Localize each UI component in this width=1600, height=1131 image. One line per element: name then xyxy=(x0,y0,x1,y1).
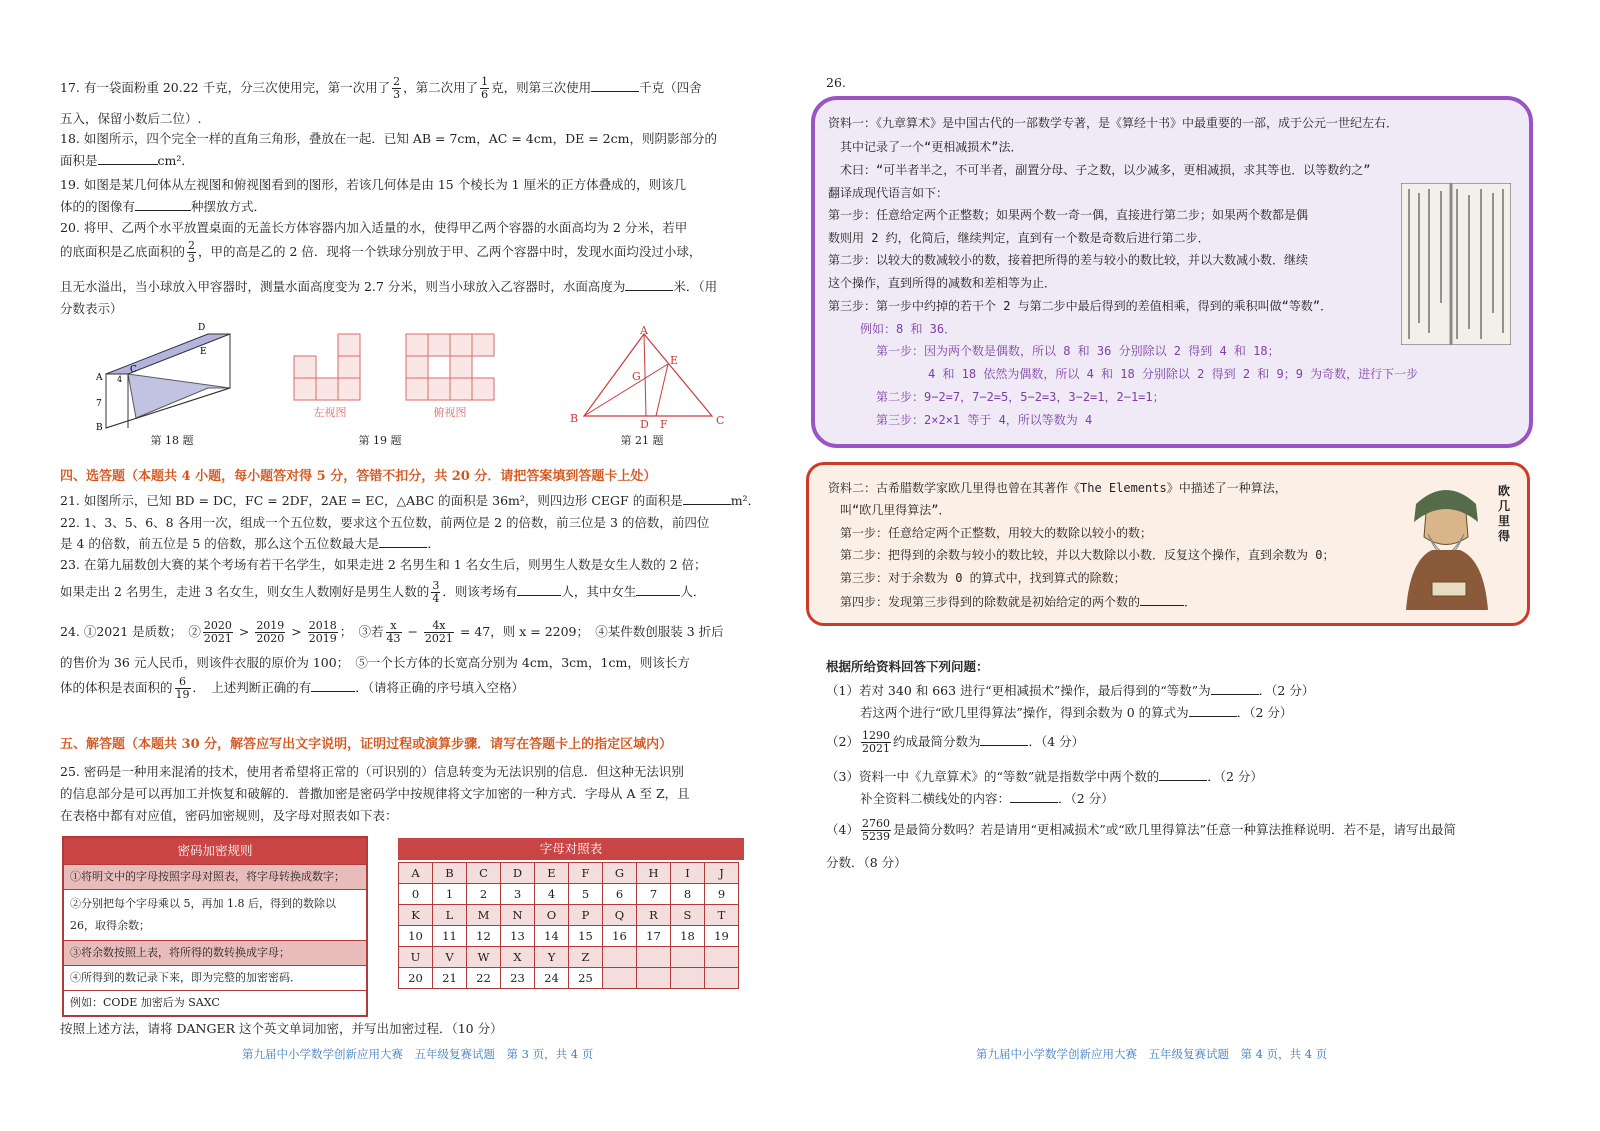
mat1-example: 例如：8 和 36． xyxy=(860,322,957,336)
fig21-label-F: F xyxy=(660,418,668,430)
rule-row: ④所得到的数记录下来，即为完整的加密密码． xyxy=(64,965,366,990)
letter-table-cell: E xyxy=(535,863,569,884)
letter-table-cell: H xyxy=(637,863,671,884)
answer-blank[interactable] xyxy=(980,731,1028,746)
section-4-heading: 四、选答题（本题共 4 小题，每小题答对得 5 分，答错不扣分，共 20 分．请把答案填到答题卡上处） xyxy=(60,469,657,484)
mat2-line: 第二步：把得到的余数与较小的数比较，并以大数除以小数．反复这个操作，直到余数为 0； xyxy=(840,548,1335,562)
letter-table-row xyxy=(399,926,739,947)
right-page xyxy=(800,0,1600,1131)
q20-line4: 分数表示） xyxy=(60,301,123,316)
letter-table-cell: T xyxy=(705,905,739,926)
mat1-example: 第二步：9−2=7，7−2=5，5−2=3，3−2=1，2−1=1； xyxy=(876,390,1165,404)
letter-table-cell: 12 xyxy=(467,926,501,947)
letter-table-empty-cell xyxy=(603,968,637,989)
fig18-label-A: A xyxy=(96,373,103,383)
letter-table-cell: D xyxy=(501,863,535,884)
mat1-line: 术曰：“可半者半之，不可半者，副置分母、子之数，以少减多，更相减损，求其等也．以等数约之” xyxy=(840,163,1371,177)
letter-table-empty-cell xyxy=(671,947,705,968)
answer-blank[interactable] xyxy=(517,581,561,596)
answer-blank[interactable] xyxy=(311,677,355,692)
fig18-label-E: E xyxy=(200,347,207,357)
letter-table-cell: R xyxy=(637,905,671,926)
mat2-line: 叫“欧几里得算法”． xyxy=(840,503,951,517)
questions-intro: 根据所给资料回答下列问题： xyxy=(826,659,989,674)
letter-table-cell: U xyxy=(399,947,433,968)
q20-line2: 的底面积是乙底面积的 $\frac{2}{3}$ ，甲的高是乙的 2 倍．现将一个铁球分别放于甲、乙两个容器中时，发现水面均没过小球， xyxy=(60,239,702,265)
rule-row: ①将明文中的字母按照字母对照表，将字母转换成数字； xyxy=(64,864,366,889)
answer-blank[interactable] xyxy=(591,77,639,92)
ancient-book-image xyxy=(1401,183,1511,345)
mat1-line: 第三步：第一步中约掉的若干个 2 与第二步中最后得到的差值相乘，得到的乘积叫做“等数”． xyxy=(828,299,1333,313)
q26-part1: （1）若对 340 和 663 进行“更相减损术”操作，最后得到的“等数”为 ．（2 分） xyxy=(826,680,1314,701)
encryption-rule-table xyxy=(62,836,368,1017)
q20-line3: 且无水溢出，当小球放入甲容器时，测量水面高度变为 2.7 分米，则当小球放入乙容器时，水面高度为 米．（用 xyxy=(60,276,717,297)
answer-blank[interactable] xyxy=(1140,591,1184,606)
mat1-line: 第二步：以较大的数减较小的数，接着把所得的差与较小的数比较，并以大数减小数．继续 xyxy=(828,253,1309,267)
mat2-line: 第一步：任意给定两个正整数，用较大的数除以较小的数； xyxy=(840,526,1153,540)
caption-19: 第 19 题 xyxy=(358,434,402,447)
question-26-number: 26. xyxy=(826,75,846,90)
question-20: 20. 将甲、乙两个水平放置桌面的无盖长方体容器内加入适量的水，使得甲乙两个容器的水面高均为 2 分米，若甲 xyxy=(60,220,688,235)
mat1-line: 资料一：《九章算术》是中国古代的一部数学专著，是《算经十书》中最重要的一部，成于公元一世纪左右． xyxy=(828,116,1399,130)
letter-table-cell: 22 xyxy=(467,968,501,989)
letter-table-cell: 18 xyxy=(671,926,705,947)
question-24: 24. ①2021 是质数； ② $\frac{2020}{2021}$ > $\frac{2019}{2020}$ > $\frac{2018}{2019}$ ； ③若 $\frac{x}{43}$ − $\frac{4x}{2021}$ = 47，则 x = 2209； ④某件数创服装 3 折后 xyxy=(60,619,724,645)
mat1-example: 4 和 18 依然为偶数，所以 4 和 18 分别除以 2 得到 2 和 9；9 为奇数，进行下一步 xyxy=(928,367,1419,381)
fig21-label-G: G xyxy=(632,370,641,383)
letter-table-cell: 19 xyxy=(705,926,739,947)
letter-table-row xyxy=(399,884,739,905)
letter-table-cell: 16 xyxy=(603,926,637,947)
letter-table-cell: K xyxy=(399,905,433,926)
letter-table-empty-cell xyxy=(705,947,739,968)
question-17 xyxy=(60,76,702,101)
letter-table-cell: 10 xyxy=(399,926,433,947)
question-19: 19. 如图是某几何体从左视图和俯视图看到的图形，若该几何体是由 15 个棱长为 1 厘米的正方体叠成的，则该几 xyxy=(60,177,687,192)
letter-table-empty-cell xyxy=(637,947,671,968)
letter-table-row xyxy=(399,863,739,884)
letter-table-cell: L xyxy=(433,905,467,926)
mat1-example: 第一步：因为两个数是偶数，所以 8 和 36 分别除以 2 得到 4 和 18； xyxy=(876,344,1280,358)
q26-part4: （4） $\frac{2760}{5239}$ 是最简分数吗？若是请用“更相减损术”或“欧几里得算法”任意一种算法推释说明．若不是，请写出最简 xyxy=(826,817,1457,843)
letter-table-cell: 23 xyxy=(501,968,535,989)
q24-line3: 体的体积是表面积的 $\frac{6}{19}$ ． 上述判断正确的有 ．（请将正确的序号填入空格） xyxy=(60,675,525,701)
caption-18: 第 18 题 xyxy=(150,434,194,447)
letter-table-cell: 8 xyxy=(671,884,705,905)
fraction: $\frac{1}{6}$ xyxy=(481,75,489,101)
letter-table-cell: V xyxy=(433,947,467,968)
answer-blank[interactable] xyxy=(98,150,158,165)
q23-line2: 如果走出 2 名男生，走进 3 名女生，则女生人数刚好是男生人数的 $\frac{3}{4}$ ．则该考场有 人，其中女生 人． xyxy=(60,579,706,605)
fraction: $\frac{2}{3}$ xyxy=(393,75,401,101)
letter-table-cell: 6 xyxy=(603,884,637,905)
fig18-label-C: C xyxy=(130,365,137,375)
mat1-line: 翻译成现代语言如下： xyxy=(828,186,949,200)
figure-19 xyxy=(292,332,502,404)
letter-table-cell: A xyxy=(399,863,433,884)
mat2-line: 第四步：发现第三步得到的除数就是初始给定的两个数的 ． xyxy=(840,591,1196,610)
letter-table-cell: 1 xyxy=(433,884,467,905)
mat1-example: 第三步：2×2×1 等于 4，所以等数为 4 xyxy=(876,413,1093,427)
fig21-label-C: C xyxy=(716,414,725,427)
fig21-label-E: E xyxy=(670,354,679,367)
letter-table-cell: F xyxy=(569,863,603,884)
caption-21: 第 21 题 xyxy=(620,434,664,447)
left-view-label: 左视图 xyxy=(313,406,347,419)
letter-table-cell: 11 xyxy=(433,926,467,947)
letter-table-cell: Z xyxy=(569,947,603,968)
letter-table-cell: C xyxy=(467,863,501,884)
question-18: 18. 如图所示，四个完全一样的直角三角形，叠放在一起．已知 AB = 7cm，AC = 4cm，DE = 2cm，则阴影部分的 xyxy=(60,131,717,146)
q17-text-b: ，第二次用了 xyxy=(403,80,479,95)
letter-table-cell: 13 xyxy=(501,926,535,947)
q17-text-d: 千克（四舍 xyxy=(639,80,702,95)
fig18-label-7: 7 xyxy=(96,399,102,409)
letter-table-empty-cell xyxy=(671,968,705,989)
letter-table-empty-cell xyxy=(637,968,671,989)
q17-line2: 五入，保留小数后二位）. xyxy=(60,111,202,126)
mat1-line: 数则用 2 约，化简后，继续判定，直到有一个数是奇数后进行第二步． xyxy=(828,231,1210,245)
fig21-label-B: B xyxy=(570,412,579,425)
answer-blank[interactable] xyxy=(625,276,673,291)
letter-table-cell: Q xyxy=(603,905,637,926)
letter-table-cell: 2 xyxy=(467,884,501,905)
q17-text-a: 17. 有一袋面粉重 20.22 千克，分三次使用完，第一次用了 xyxy=(60,80,391,95)
question-22: 22. 1、3、5、6、8 各用一次，组成一个五位数，要求这个五位数，前两位是 2 的倍数，前三位是 3 的倍数，前四位 xyxy=(60,515,710,530)
fig18-label-4: 4 xyxy=(117,375,123,384)
letter-table xyxy=(398,862,739,989)
answer-blank[interactable] xyxy=(1189,702,1237,717)
letter-table-cell: S xyxy=(671,905,705,926)
letter-table-cell: I xyxy=(671,863,705,884)
q25-line2: 的信息部分是可以再加工并恢复和破解的．普撒加密是密码学中按规律将文字加密的一种方式．字母从 A 至 Z，且 xyxy=(60,786,690,801)
fig18-label-B: B xyxy=(96,423,103,433)
euclid-label: 欧几里得 xyxy=(1498,484,1511,543)
q26-part3: （3）资料一中《九章算术》的“等数”就是指数学中两个数的 ．（2 分） xyxy=(826,766,1263,787)
letter-table-cell: 17 xyxy=(637,926,671,947)
letter-table-cell: X xyxy=(501,947,535,968)
q22-line2: 是 4 的倍数，前五位是 5 的倍数，那么这个五位数最大是 ． xyxy=(60,533,440,554)
letter-table-cell: M xyxy=(467,905,501,926)
fig21-label-D: D xyxy=(640,418,649,430)
letter-table-empty-cell xyxy=(603,947,637,968)
figure-18 xyxy=(92,318,242,436)
mat2-line: 资料二：古希腊数学家欧几里得也曾在其著作《The Elements》中描述了一种算法， xyxy=(828,481,1287,495)
rule-table-title: 密码加密规则 xyxy=(64,838,366,864)
answer-blank[interactable] xyxy=(1159,766,1207,781)
letter-table-cell: 24 xyxy=(535,968,569,989)
mat1-line: 其中记录了一个“更相减损术”法． xyxy=(840,140,1023,154)
mat1-line: 这个操作，直到所得的减数和差相等为止． xyxy=(828,276,1057,290)
letter-table-title: 字母对照表 xyxy=(398,838,744,860)
q24-line2: 的售价为 36 元人民币，则该件衣服的原价为 100； ⑤一个长方体的长宽高分别为 4cm，3cm，1cm，则该长方 xyxy=(60,655,690,670)
euclid-portrait xyxy=(1396,482,1496,610)
letter-table-cell: 14 xyxy=(535,926,569,947)
letter-table-cell: 15 xyxy=(569,926,603,947)
letter-table-row xyxy=(399,905,739,926)
letter-table-cell: P xyxy=(569,905,603,926)
top-view-label: 俯视图 xyxy=(433,406,467,419)
rule-row: ②分别把每个字母乘以 5，再加 1.8 后，得到的数除以 26，取得余数； xyxy=(64,889,366,940)
letter-table-cell: 5 xyxy=(569,884,603,905)
letter-table-cell: 7 xyxy=(637,884,671,905)
letter-table-row xyxy=(399,947,739,968)
footer-left: 第九届中小学数学创新应用大赛 五年级复赛试题 第 3 页，共 4 页 xyxy=(242,1047,594,1061)
letter-table-cell: N xyxy=(501,905,535,926)
answer-blank[interactable] xyxy=(636,581,680,596)
q25-tail: 按照上述方法，请将 DANGER 这个英文单词加密，并写出加密过程．（10 分） xyxy=(60,1021,503,1036)
q17-text-c: 克，则第三次使用 xyxy=(491,80,592,95)
answer-blank[interactable] xyxy=(1010,788,1058,803)
letter-table-cell: 0 xyxy=(399,884,433,905)
letter-table-cell: 21 xyxy=(433,968,467,989)
answer-blank[interactable] xyxy=(379,533,427,548)
q26-part4b: 分数．（8 分） xyxy=(826,855,907,870)
q26-part1b: 若这两个进行“欧几里得算法”操作，得到余数为 0 的算式为 ．（2 分） xyxy=(860,702,1292,723)
rule-row: ③将余数按照上表，将所得的数转换成字母； xyxy=(64,940,366,965)
fraction: $\frac{3}{4}$ xyxy=(432,579,440,605)
q25-line3: 在表格中都有对应值，密码加密规则，及字母对照表如下表： xyxy=(60,808,398,823)
fig18-label-D: D xyxy=(198,323,206,333)
letter-table-row xyxy=(399,968,739,989)
figure-21 xyxy=(566,326,728,430)
question-23: 23. 在第九届数创大赛的某个考场有若干名学生，如果走进 2 名男生和 1 名女生后，则男生人数是女生人数的 2 倍； xyxy=(60,557,707,572)
question-25: 25. 密码是一种用来混淆的技术，使用者希望将正常的（可识别的）信息转变为无法识别的信息．但这种无法识别 xyxy=(60,764,684,779)
letter-table-empty-cell xyxy=(705,968,739,989)
letter-table-cell: 3 xyxy=(501,884,535,905)
section-5-heading: 五、解答题（本题共 30 分，解答应写出文字说明，证明过程或演算步骤．请写在答题卡上的指定区域内） xyxy=(60,737,673,752)
letter-table-cell: B xyxy=(433,863,467,884)
fig21-label-A: A xyxy=(640,326,648,337)
rule-row: 例如：CODE 加密后为 SAXC xyxy=(64,990,366,1015)
letter-table-cell: W xyxy=(467,947,501,968)
letter-table-cell: 25 xyxy=(569,968,603,989)
q26-part2: （2） $\frac{1290}{2021}$ 约成最简分数为 ．（4 分） xyxy=(826,729,1085,755)
q26-part3b: 补全资料二横线处的内容： ．（2 分） xyxy=(860,788,1114,809)
letter-table-cell: 9 xyxy=(705,884,739,905)
mat2-line: 第三步：对于余数为 0 的算式中，找到算式的除数； xyxy=(840,571,1126,585)
letter-table-cell: J xyxy=(705,863,739,884)
letter-table-cell: O xyxy=(535,905,569,926)
q18-line2: 面积是 cm²． xyxy=(60,150,194,171)
mat1-line: 第一步：任意给定两个正整数；如果两个数一奇一偶，直接进行第二步；如果两个数都是偶 xyxy=(828,208,1309,222)
answer-blank[interactable] xyxy=(683,490,731,505)
answer-blank[interactable] xyxy=(135,196,191,211)
letter-table-cell: G xyxy=(603,863,637,884)
letter-table-cell: 20 xyxy=(399,968,433,989)
fraction: $\frac{2}{3}$ xyxy=(188,239,196,265)
question-21: 21. 如图所示，已知 BD = DC，FC = 2DF，2AE = EC，△ABC 的面积是 36m²，则四边形 CEGF 的面积是 m²． xyxy=(60,490,760,511)
q19-line2: 体的的图像有 种摆放方式． xyxy=(60,196,266,217)
letter-table-cell: 4 xyxy=(535,884,569,905)
answer-blank[interactable] xyxy=(1211,680,1259,695)
letter-table-cell: Y xyxy=(535,947,569,968)
footer-right: 第九届中小学数学创新应用大赛 五年级复赛试题 第 4 页，共 4 页 xyxy=(976,1047,1328,1061)
